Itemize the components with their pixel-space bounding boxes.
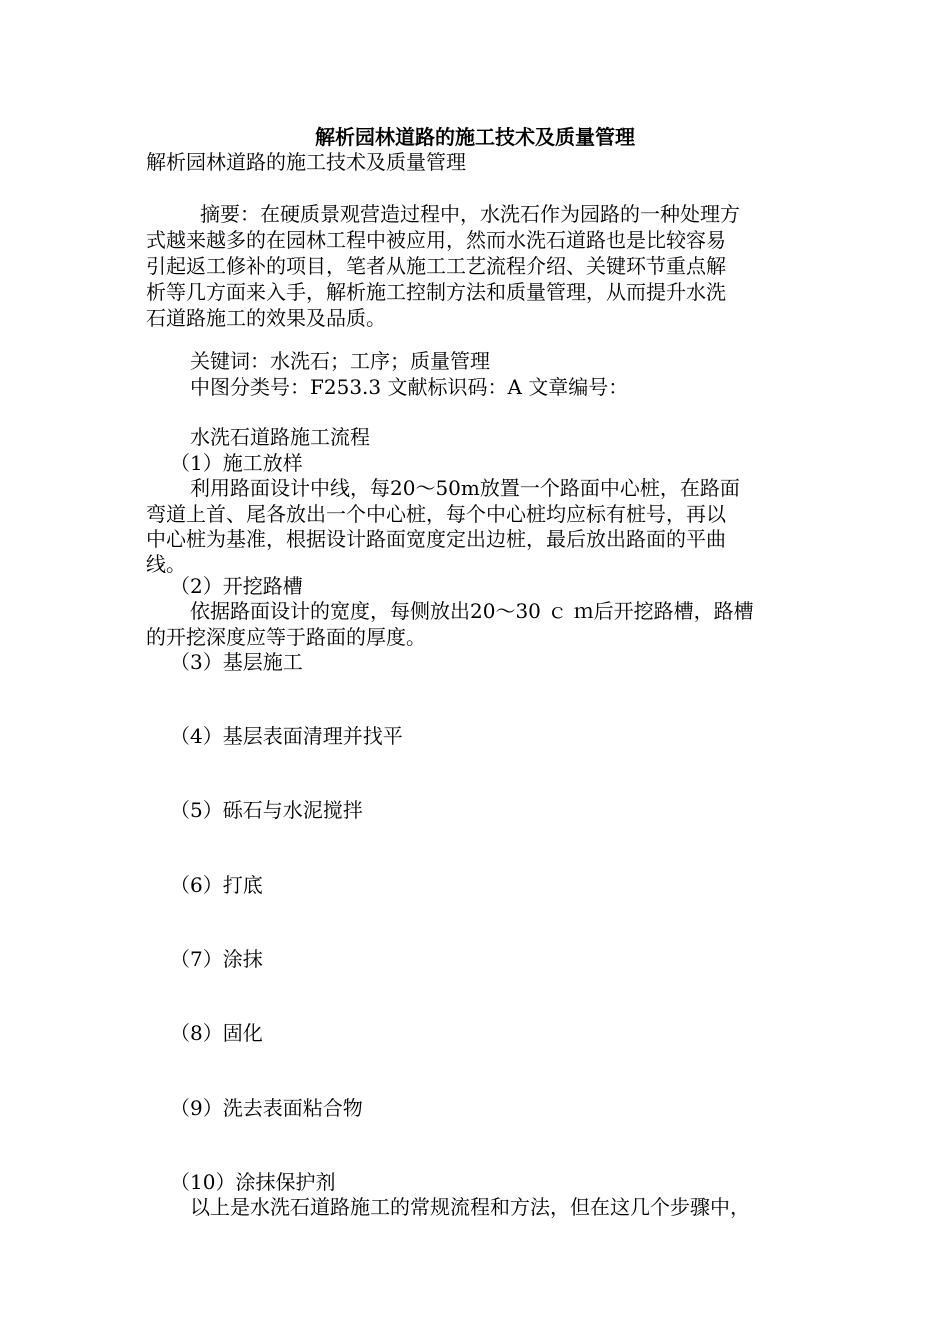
step-heading: （10）涂抹保护剂 xyxy=(170,1170,336,1194)
step-heading: （5）砾石与水泥搅拌 xyxy=(170,798,363,822)
step-text-line: 线。 xyxy=(146,552,186,576)
step-heading: （9）洗去表面粘合物 xyxy=(170,1096,363,1120)
document-subtitle: 解析园林道路的施工技术及质量管理 xyxy=(146,150,466,174)
step-heading: （2）开挖路槽 xyxy=(170,574,303,598)
step-text-line: 中心桩为基准，根据设计路面宽度定出边桩，最后放出路面的平曲 xyxy=(146,527,726,551)
step-heading: （3）基层施工 xyxy=(170,650,303,674)
step-heading: （7）涂抹 xyxy=(170,947,263,971)
step-heading: （1）施工放样 xyxy=(170,451,303,475)
step-heading: （4）基层表面清理并找平 xyxy=(170,724,403,748)
abstract-line: 引起返工修补的项目，笔者从施工工艺流程介绍、关键环节重点解 xyxy=(146,254,726,278)
abstract-line: 式越来越多的在园林工程中被应用，然而水洗石道路也是比较容易 xyxy=(146,228,726,252)
classification-line: 中图分类号：F253.3 文献标识码：A 文章编号： xyxy=(190,375,629,399)
process-heading: 水洗石道路施工流程 xyxy=(190,425,370,449)
step-text-line: 弯道上首、尾各放出一个中心桩，每个中心桩均应标有桩号，再以 xyxy=(146,502,726,526)
abstract-line: 摘要：在硬质景观营造过程中，水洗石作为园路的一种处理方 xyxy=(200,202,740,226)
closing-line: 以上是水洗石道路施工的常规流程和方法，但在这几个步骤中， xyxy=(190,1195,750,1219)
step-text-line: 利用路面设计中线，每20～50m放置一个路面中心桩，在路面 xyxy=(190,476,740,500)
document-title: 解析园林道路的施工技术及质量管理 xyxy=(315,125,635,149)
abstract-line: 石道路施工的效果及品质。 xyxy=(146,306,386,330)
step-text-line: 的开挖深度应等于路面的厚度。 xyxy=(146,625,426,649)
step-heading: （6）打底 xyxy=(170,873,263,897)
keywords: 关键词：水洗石；工序；质量管理 xyxy=(190,349,490,373)
step-text-line: 依据路面设计的宽度，每侧放出20～30 ｃ ｍ后开挖路槽，路槽 xyxy=(190,599,754,623)
abstract-line: 析等几方面来入手，解析施工控制方法和质量管理，从而提升水洗 xyxy=(146,280,726,304)
step-heading: （8）固化 xyxy=(170,1021,263,1045)
